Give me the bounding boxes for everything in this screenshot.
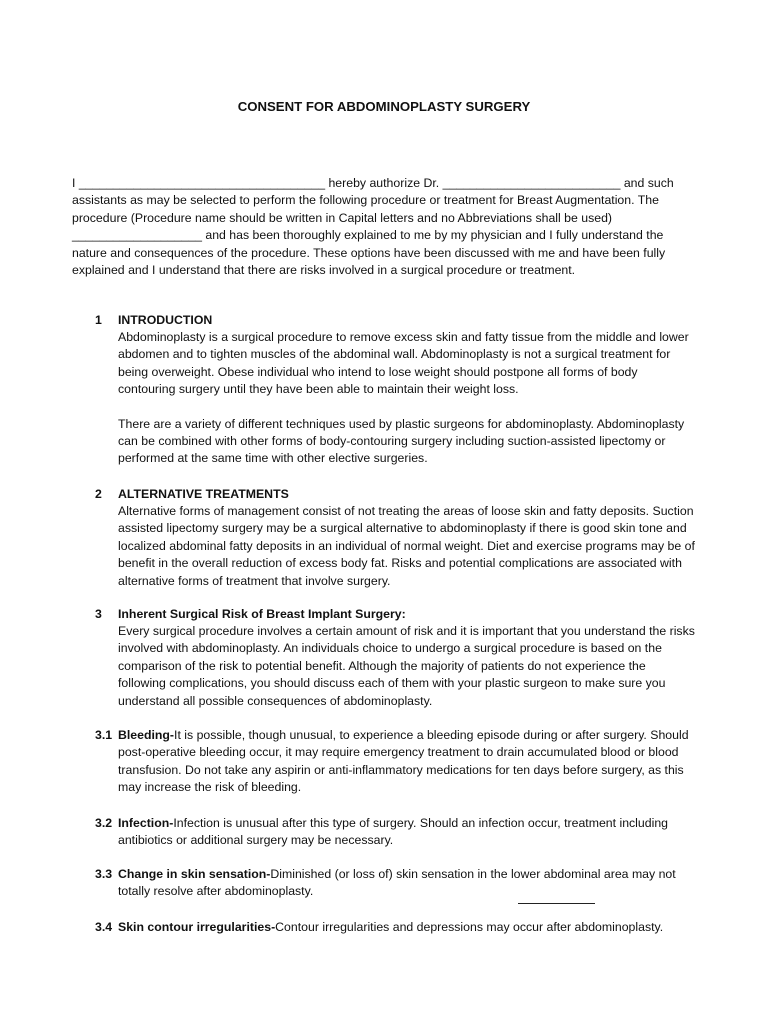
- section-paragraph: Every surgical procedure involves a certain amount of risk and it is important that you understand the risks involved with abdominoplasty. An individuals choice to undergo a surgical procedure is based on the comparison of the risk to potential benefit. Although the majority of patients do not experience the following complications, you should discuss each of them with your plastic surgeon to make sure you understand all possible consequences of abdominoplasty.: [118, 624, 695, 708]
- subsection-number: 3.4: [95, 920, 113, 934]
- section-heading: INTRODUCTION: [118, 313, 213, 327]
- subsection-text: Infection is unusual after this type of surgery. Should an infection occur, treatment including antibiotics or additional surgery may be necessary.: [118, 816, 669, 848]
- subsection-text: It is possible, though unusual, to experience a bleeding episode during or after surgery. Should post-operative bleeding occur, it may require emergency treatment to drain accumulated blood or blood transfusion. Do not take any aspirin or anti-inflammatory medications for ten days before surgery, as this may increase the risk of bleeding.: [118, 728, 689, 795]
- section-paragraph: Abdominoplasty is a surgical procedure to remove excess skin and fatty tissue from the middle and lower abdomen and to tighten muscles of the abdominal wall. Abdominoplasty is not a surgical treatment for being overweight. Obese individual who intend to lose weight should postpone all forms of body contouring surgery until they have been able to maintain their weight loss.: [118, 330, 689, 397]
- section-introduction: [72, 312, 696, 468]
- section-paragraph: There are a variety of different techniques used by plastic surgeons for abdominoplasty. Abdominoplasty can be combined with other forms of body-contouring surgery including suction-assisted lipectomy or performed at the same time with other elective surgeries.: [118, 416, 685, 466]
- subsection-number: 3.3: [95, 867, 113, 881]
- subsection-text: Contour irregularities and depressions may occur after abdominoplasty.: [275, 920, 664, 934]
- subsection-number: 3.2: [95, 816, 113, 830]
- section-number: 2: [95, 487, 102, 501]
- subsection-heading: Infection-: [118, 816, 174, 830]
- subsection-text: Diminished (or loss of) skin sensation in the lower abdominal area may not totally resolve after abdominoplasty.: [118, 867, 676, 899]
- subsection-infection: [72, 815, 696, 850]
- section-heading: ALTERNATIVE TREATMENTS: [118, 487, 289, 501]
- section-heading: Inherent Surgical Risk of Breast Implant Surgery:: [118, 607, 406, 621]
- section-inherent-risk: [72, 606, 696, 710]
- subsection-skin-contour: [72, 919, 696, 936]
- section-number: 1: [95, 313, 102, 327]
- subsection-skin-sensation: [72, 866, 696, 901]
- authorization-paragraph: I ____________________________________ hereby authorize Dr. __________________________ and such assistants as may be selected to perform the following procedure or treatment for Breast Augmentation. The procedure (Procedure name should be written in Capital letters and no Abbreviations shall be used) ___________________ and has been thoroughly explained to me by my physician and I fully understand the nature and consequences of the procedure. These options have been discussed with me and have been fully explained and I understand that there are risks involved in a surgical procedure or treatment.: [72, 176, 674, 278]
- subsection-heading: Change in skin sensation-: [118, 867, 271, 881]
- section-paragraph: Alternative forms of management consist of not treating the areas of loose skin and fatty deposits. Suction assisted lipectomy surgery may be a surgical alternative to abdominoplasty if there is good skin tone and localized abdominal fatty deposits in an individual of normal weight. Diet and exercise programs may be of benefit in the overall reduction of excess body fat. Risks and potential complications are associated with alternative forms of treatment that involve surgery.: [118, 504, 695, 588]
- section-number: 3: [95, 607, 102, 621]
- subsection-bleeding: [72, 727, 696, 797]
- page-title: CONSENT FOR ABDOMINOPLASTY SURGERY: [237, 99, 531, 114]
- initials-line: [518, 903, 595, 904]
- section-alternative-treatments: [72, 486, 696, 590]
- subsection-number: 3.1: [95, 728, 113, 742]
- subsection-heading: Skin contour irregularities-: [118, 920, 276, 934]
- subsection-heading: Bleeding-: [118, 728, 175, 742]
